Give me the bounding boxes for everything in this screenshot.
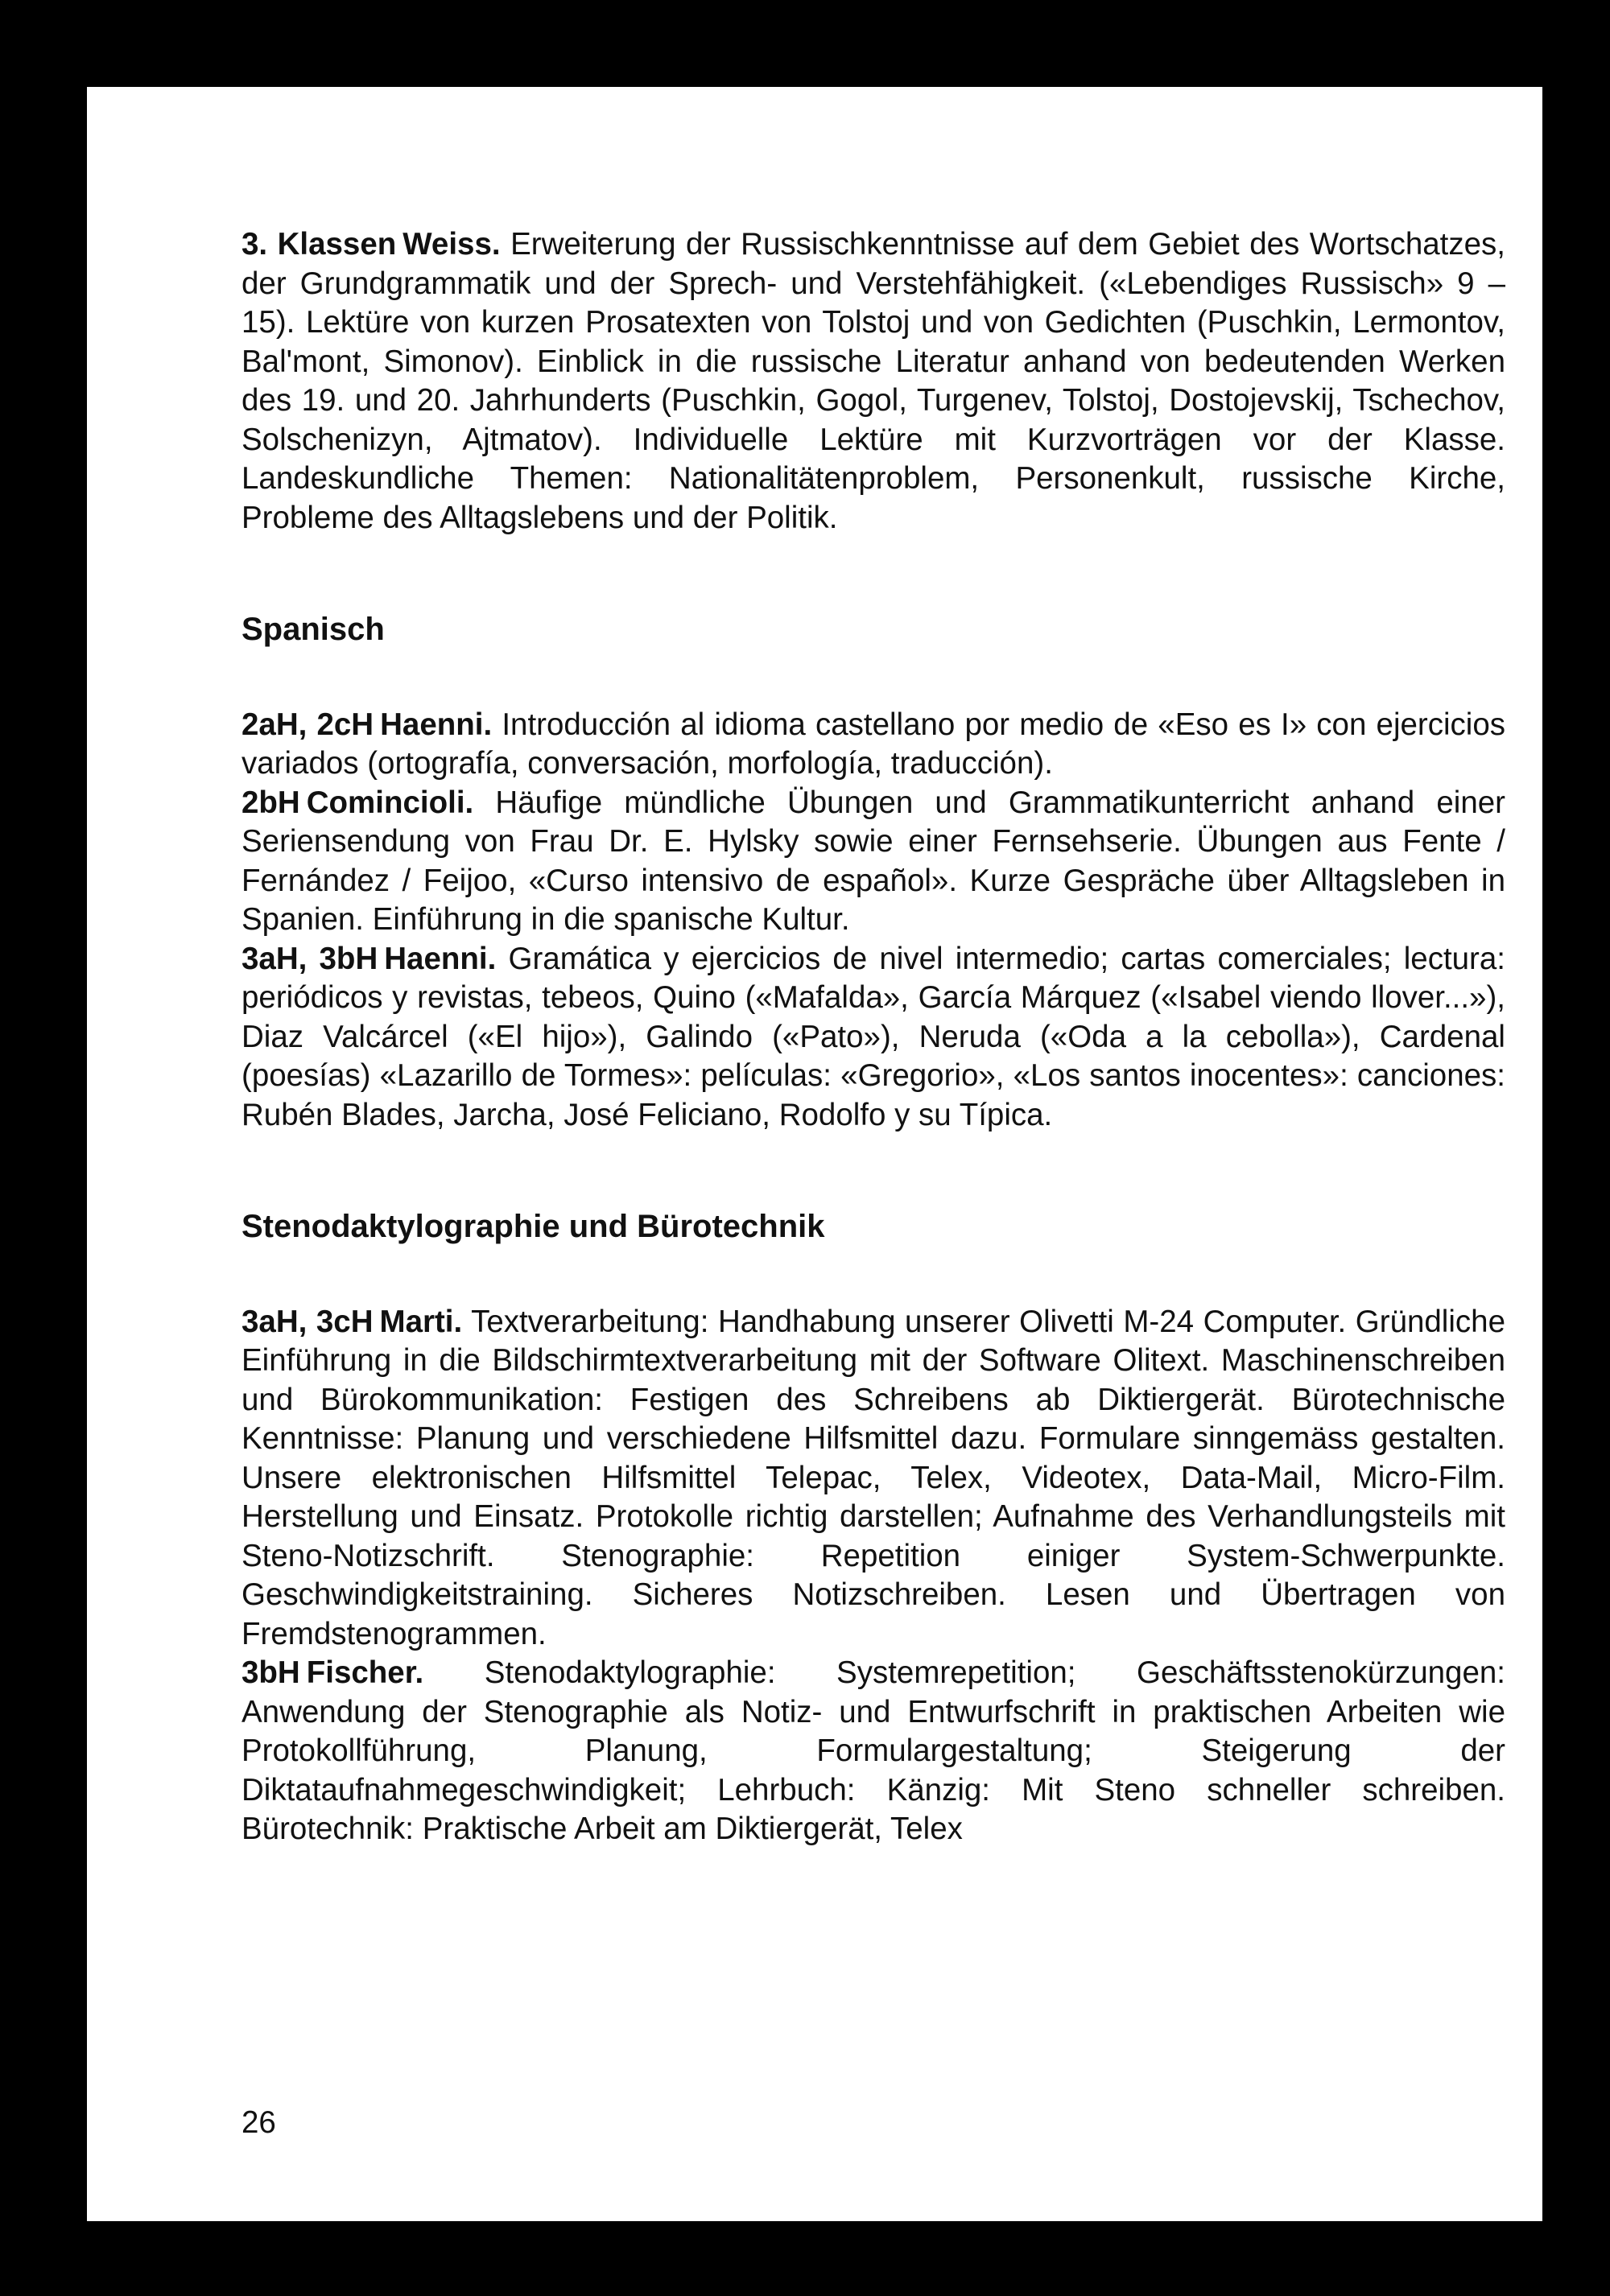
teacher-name: Marti. xyxy=(379,1304,463,1339)
teacher-name: Weiss. xyxy=(402,227,501,262)
course-entry-spanish-2bh xyxy=(242,784,1505,940)
course-entry-russian-3-klassen xyxy=(242,225,1505,538)
course-description: Häufige mündliche Übungen und Grammatikunterricht anhand einer Seriensendung von Frau Dr. E. Hylsky sowie einer Fernsehserie. Übungen aus Fente / Fernández / Feijoo, «Curso intensivo de español». Kurze Gespräche über Alltagsleben in Spanien. Einführung in die spanische Kultur. xyxy=(242,785,1505,937)
page-content xyxy=(242,225,1505,1849)
teacher-name: Haenni. xyxy=(384,941,497,976)
course-description: Introducción al idioma castellano por medio de «Eso es I» con ejercicios variados (ortografía, conversación, morfología, traducción). xyxy=(242,707,1505,781)
course-entry-spanish-3ah-3bh xyxy=(242,940,1505,1136)
document-page xyxy=(87,87,1542,2221)
course-code: 2bH xyxy=(242,785,300,820)
course-description: Textverarbeitung: Handhabung unserer Olivetti M-24 Computer. Gründliche Einführung in die Bildschirmtextverarbeitung mit der Software Olitext. Maschinenschreiben und Bürokommunikation: Festigen des Schreibens ab Diktiergerät. Bürotechnische Kenntnisse: Planung und verschiedene Hilfsmittel dazu. Formulare sinngemäss gestalten. Unsere elektronischen Hilfsmittel Telepac, Telex, Videotex, Data-Mail, Micro-Film. Herstellung und Einsatz. Protokolle richtig darstellen; Aufnahme des Verhandlungsteils mit Steno-Notizschrift. Stenographie: Repetition einiger System-Schwerpunkte. Geschwindigkeitstraining. Sicheres Notizschreiben. Lesen und Übertragen von Fremdstenogrammen. xyxy=(242,1304,1505,1651)
course-entry-steno-3ah-3ch xyxy=(242,1303,1505,1655)
course-code: 2aH, 2cH xyxy=(242,707,374,742)
section-heading-spanish: Spanisch xyxy=(242,612,385,647)
course-code: 3. Klassen xyxy=(242,227,397,262)
course-description: Stenodaktylographie: Systemrepetition; Geschäftsstenokürzungen: Anwendung der Stenographie als Notiz- und Entwurfschrift in praktischen Arbeiten wie Protokollführung, Planung, Formulargestaltung; Steigerung der Diktataufnahmegeschwindigkeit; Lehrbuch: Känzig: Mit Steno schneller schreiben. Bürotechnik: Praktische Arbeit am Diktiergerät, Telex xyxy=(242,1655,1505,1846)
teacher-name: Haenni. xyxy=(380,707,493,742)
course-entry-spanish-2ah-2ch xyxy=(242,706,1505,784)
course-code: 3bH xyxy=(242,1655,300,1690)
course-description: Gramática y ejercicios de nivel intermedio; cartas comerciales; lectura: periódicos y revistas, tebeos, Quino («Mafalda», García Márquez («Isabel viendo llover...»), Diaz Valcárcel («El hijo»), Galindo («Pato»), Neruda («Oda a la cebolla»), Cardenal (poesías) «Lazarillo de Tormes»: películas: «Gregorio», «Los santos inocentes»: canciones: Rubén Blades, Jarcha, José Feliciano, Rodolfo y su Típica. xyxy=(242,941,1505,1132)
teacher-name: Fischer. xyxy=(306,1655,424,1690)
page-number: 26 xyxy=(242,2105,276,2140)
course-code: 3aH, 3cH xyxy=(242,1304,374,1339)
course-description: Erweiterung der Russischkenntnisse auf dem Gebiet des Wortschatzes, der Grundgrammatik und der Sprech- und Verstehfähigkeit. («Lebendiges Russisch» 9 – 15). Lektüre von kurzen Prosatexten von Tolstoj und von Gedichten (Puschkin, Lermontov, Bal'mont, Simonov). Einblick in die russische Literatur anhand von bedeutenden Werken des 19. und 20. Jahrhunderts (Puschkin, Gogol, Turgenev, Tolstoj, Dostojevskij, Tschechov, Solschenizyn, Ajtmatov). Individuelle Lektüre mit Kurzvorträgen vor der Klasse. Landeskundliche Themen: Nationalitätenproblem, Personenkult, russische Kirche, Probleme des Alltagslebens und der Politik. xyxy=(242,227,1505,535)
teacher-name: Comincioli. xyxy=(306,785,474,820)
section-heading-steno: Stenodaktylographie und Bürotechnik xyxy=(242,1209,825,1244)
course-code: 3aH, 3bH xyxy=(242,941,378,976)
course-entry-steno-3bh xyxy=(242,1654,1505,1849)
